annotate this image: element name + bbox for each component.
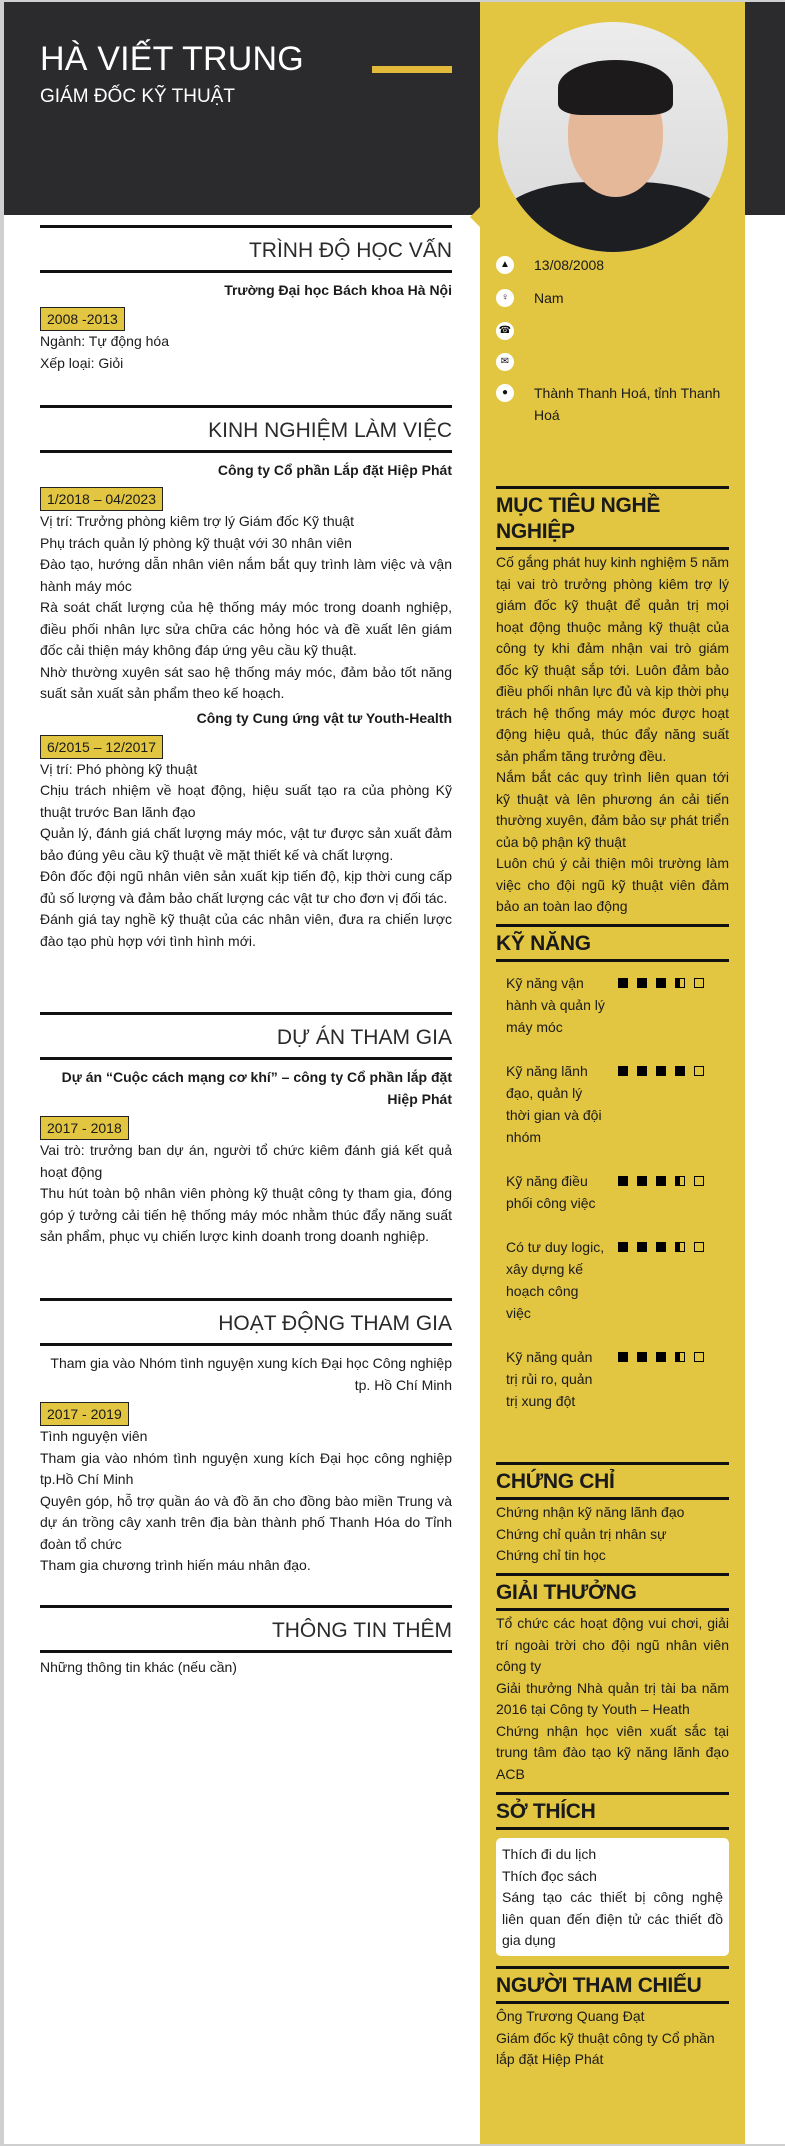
experience-section <box>40 405 452 952</box>
envelope-icon: ✉ <box>496 353 514 371</box>
skill-rating <box>618 1352 704 1412</box>
section-heading: HOẠT ĐỘNG THAM GIA <box>40 1298 452 1346</box>
section-heading: KINH NGHIỆM LÀM VIỆC <box>40 405 452 453</box>
map-pin-icon: ● <box>496 384 514 402</box>
skill-item: Kỹ năng vận hành và quản lý máy móc <box>506 972 729 1038</box>
avatar <box>498 22 728 252</box>
date-badge: 1/2018 – 04/2023 <box>40 487 163 511</box>
skill-rating <box>618 1066 704 1148</box>
more-info-section: THÔNG TIN THÊM Những thông tin khác (nếu cần) <box>40 1605 452 1679</box>
activities-section: HOẠT ĐỘNG THAM GIA Tham gia vào Nhóm tình nguyện xung kích Đại học Công nghiệp tp. Hồ Chí Minh 2017 - 2019 Tình nguyện viên Tham gia vào nhóm tình nguyện xung kích Đại học công nghiệp tp.Hồ Chí Minh Quyên góp, hỗ trợ quần áo và đồ ăn cho đồng bào miền Trung và dự án trồng cây xanh trên địa bàn thành phố Thanh Hóa do Tỉnh đoàn tổ chức Tham gia chương trình hiến máu nhân đạo. <box>40 1298 452 1577</box>
contact-address: ● Thành Thanh Hoá, tỉnh Thanh Hoá <box>496 382 736 426</box>
section-heading: NGƯỜI THAM CHIẾU <box>496 1966 729 2004</box>
job-entry: Công ty Cung ứng vật tư Youth-Health 6/2015 – 12/2017 Vị trí: Phó phòng kỹ thuật Chịu trách nhiệm về hoạt động, hiệu suất tạo ra của phòng Kỹ thuật trước Ban lãnh đạo Quản lý, đánh giá chất lượng máy móc, vật tư được sản xuất đảm bảo đúng yêu cầu kỹ thuật về mặt thiết kế và chất lượng. Đôn đốc đội ngũ nhân viên sản xuất kịp tiến độ, kịp thời cung cấp đủ số lượng và đảm bảo chất lượng các vật tư cho đơn vị đối tác. Đánh giá tay nghề kỹ thuật của các nhân viên, đưa ra chiến lược đào tạo phù hợp với tình hình mới. <box>40 707 452 953</box>
date-badge: 2017 - 2018 <box>40 1116 129 1140</box>
job-entry: Công ty Cổ phần Lắp đặt Hiệp Phát 1/2018 – 04/2023 Vị trí: Trưởng phòng kiêm trợ lý Giám đốc Kỹ thuật Phụ trách quản lý phòng kỹ thuật với 30 nhân viên Đào tạo, hướng dẫn nhân viên nắm bắt quy trình làm việc và vận hành máy móc Rà soát chất lượng của hệ thống máy móc trong doanh nghiệp, điều phối nhân lực sửa chữa các hỏng hóc và đề xuất lên giám đốc cải thiện máy không đáp ứng yêu cầu kỹ thuật. Nhờ thường xuyên sát sao hệ thống máy móc, đảm bảo tốt năng suất sản xuất sản phẩm theo kế hoạch. <box>40 459 452 705</box>
skill-rating <box>618 1242 704 1324</box>
contact-email <box>496 351 736 371</box>
skills-section <box>496 924 729 1412</box>
skill-rating <box>618 1176 704 1214</box>
contact-birthday: ▲ 13/08/2008 <box>496 254 736 276</box>
section-heading: SỞ THÍCH <box>496 1792 729 1830</box>
company-name: Công ty Cung ứng vật tư Youth-Health <box>196 709 452 726</box>
gender-icon: ♀ <box>496 289 514 307</box>
birthday-cake-icon: ▲ <box>496 256 514 274</box>
company-name: Công ty Cổ phần Lắp đặt Hiệp Phát <box>217 462 452 478</box>
sidebar <box>480 2 745 2144</box>
accent-bar <box>372 66 452 73</box>
activity-org: Tham gia vào Nhóm tình nguyện xung kích Đại học Công nghiệp tp. Hồ Chí Minh <box>50 1355 452 1393</box>
section-heading: GIẢI THƯỞNG <box>496 1573 729 1611</box>
date-badge: 2008 -2013 <box>40 307 125 331</box>
candidate-name: HÀ VIẾT TRUNG <box>40 40 304 78</box>
date-badge: 6/2015 – 12/2017 <box>40 735 163 759</box>
cv-page <box>4 2 785 2144</box>
section-heading: CHỨNG CHỈ <box>496 1462 729 1500</box>
skill-item: Kỹ năng điều phối công việc <box>506 1170 729 1214</box>
contact-phone <box>496 320 736 340</box>
projects-section: DỰ ÁN THAM GIA Dự án “Cuộc cách mạng cơ khí” – công ty Cổ phần lắp đặt Hiệp Phát 2017 - 2018 Vai trò: trưởng ban dự án, người tổ chức kiêm đánh giá kết quả hoạt động Thu hút toàn bộ nhân viên phòng kỹ thuật công ty tham gia, đóng góp ý tưởng cải tiến hệ thống máy móc nhằm thúc đẩy năng suất sản phẩm, phục vụ chiến lược kinh doanh trong doanh nghiệp. <box>40 1012 452 1248</box>
project-name: Dự án “Cuộc cách mạng cơ khí” – công ty Cổ phần lắp đặt Hiệp Phát <box>61 1069 452 1107</box>
date-badge: 2017 - 2019 <box>40 1402 129 1426</box>
hobbies-box: Thích đi du lịch Thích đọc sách Sáng tạo các thiết bị công nghệ liên quan đến điện tử các thiết đồ gia dụng <box>496 1838 729 1956</box>
contact-list <box>496 254 736 437</box>
section-heading: THÔNG TIN THÊM <box>40 1605 452 1653</box>
phone-icon: ☎ <box>496 322 514 340</box>
awards-section: GIẢI THƯỞNG Tổ chức các hoạt động vui chơi, giải trí ngoài trời cho đội ngũ nhân viên công ty Giải thưởng Nhà quản trị tài ba năm 2016 tại Công ty Youth – Heath Chứng nhận học viên xuất sắc tại trung tâm đào tạo kỹ năng lãnh đạo ACB <box>496 1573 729 1785</box>
contact-gender: ♀ Nam <box>496 287 736 309</box>
sidebar-notch <box>470 207 480 227</box>
candidate-title: GIÁM ĐỐC KỸ THUẬT <box>40 86 235 107</box>
certificates-section: CHỨNG CHỈ Chứng nhận kỹ năng lãnh đạo Chứng chỉ quản trị nhân sự Chứng chỉ tin học <box>496 1462 729 1567</box>
hobbies-section <box>496 1792 729 1956</box>
skill-item: Có tư duy logic, xây dựng kế hoạch công việc <box>506 1236 729 1324</box>
section-heading: KỸ NĂNG <box>496 924 729 962</box>
objective-section: MỤC TIÊU NGHỀ NGHIỆP Cố gắng phát huy kinh nghiệm 5 năm tại vai trò trưởng phòng kiêm trợ lý giám đốc kỹ thuật để quản trị mọi hoạt động thuộc mảng kỹ thuật của công ty khi đảm nhận vai trò giám đốc kỹ thuật sắp tới. Luôn đảm bảo điều phối nhân lực đủ và kịp thời phụ trách hệ thống máy móc được hoạt động hiệu quả, thúc đẩy năng suất sản phẩm tăng trưởng đều. Nắm bắt các quy trình liên quan tới kỹ thuật và lên phương án cải tiến thường xuyên, đảm bảo sự phát triển của bộ phận kỹ thuật Luôn chú ý cải thiện môi trường làm việc cho đội ngũ kỹ thuật viên đảm bảo an toàn lao động <box>496 486 729 918</box>
skill-rating <box>618 978 704 1038</box>
school-name: Trường Đại học Bách khoa Hà Nội <box>224 282 452 298</box>
section-heading: TRÌNH ĐỘ HỌC VẤN <box>40 225 452 273</box>
section-heading: DỰ ÁN THAM GIA <box>40 1012 452 1060</box>
section-heading: MỤC TIÊU NGHỀ NGHIỆP <box>496 486 729 550</box>
education-section: TRÌNH ĐỘ HỌC VẤN Trường Đại học Bách khoa Hà Nội 2008 -2013 Ngành: Tự động hóa Xếp loại: Giỏi <box>40 225 452 374</box>
skill-item: Kỹ năng lãnh đạo, quản lý thời gian và đội nhóm <box>506 1060 729 1148</box>
references-section: NGƯỜI THAM CHIẾU Ông Trương Quang Đạt Giám đốc kỹ thuật công ty Cổ phần lắp đặt Hiệp Phát <box>496 1966 729 2071</box>
skill-item: Kỹ năng quản trị rủi ro, quản trị xung đột <box>506 1346 729 1412</box>
